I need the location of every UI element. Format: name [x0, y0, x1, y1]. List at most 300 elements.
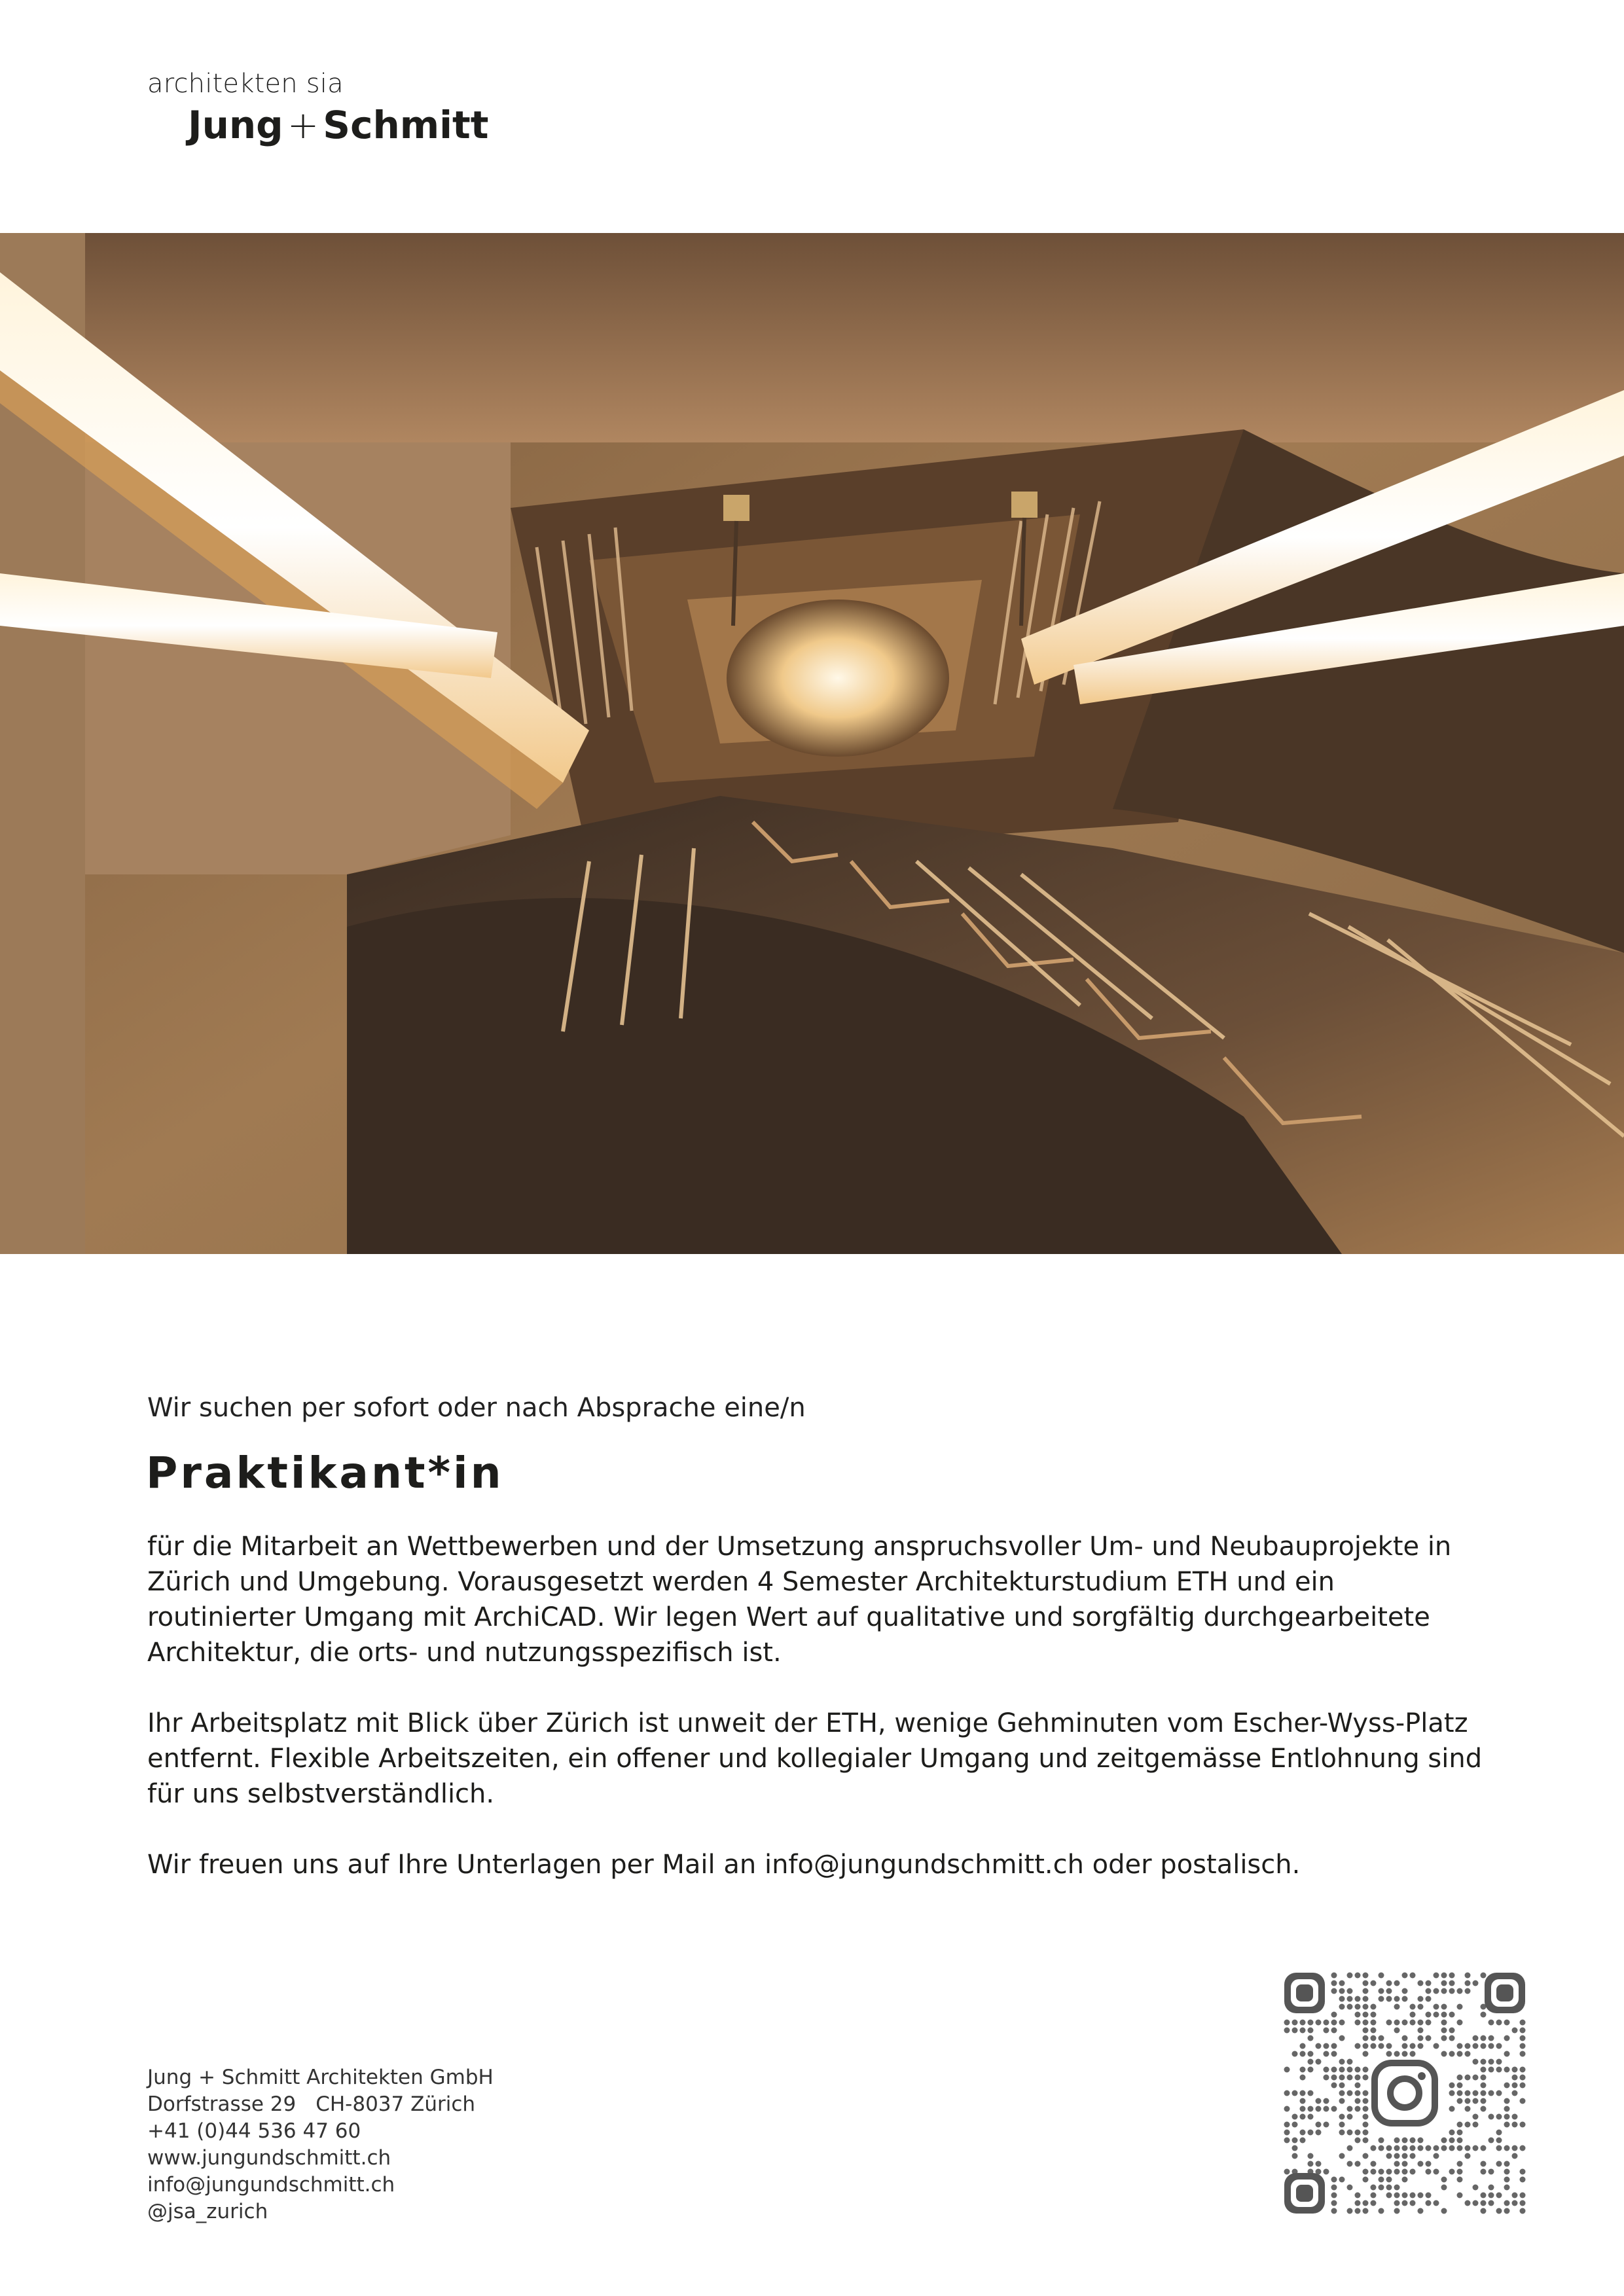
instagram-qr-code[interactable]: [1283, 1971, 1526, 2215]
qr-module: [1308, 2051, 1314, 2057]
qr-module: [1520, 2208, 1526, 2214]
qr-module: [1363, 2114, 1369, 2120]
qr-module: [1339, 2177, 1345, 2183]
qr-module: [1402, 2145, 1408, 2151]
qr-module: [1363, 2208, 1369, 2214]
qr-module: [1504, 2200, 1510, 2206]
qr-module: [1520, 2177, 1526, 2183]
qr-module: [1418, 2020, 1424, 2026]
qr-module: [1496, 2161, 1502, 2167]
lamp-bracket: [1011, 492, 1038, 518]
qr-module: [1308, 2067, 1314, 2073]
qr-module: [1339, 1996, 1345, 2002]
qr-module: [1441, 2138, 1447, 2144]
qr-module: [1426, 1988, 1432, 1994]
qr-module: [1449, 2145, 1455, 2151]
qr-module: [1347, 2106, 1353, 2112]
description-paragraph-2: Ihr Arbeitsplatz mit Blick über Zürich ist unweit der ETH, wenige Gehminuten vom Escher-Wyss-Platz entfernt. Flexible Arbeitszeiten, ein offener und kollegialer Umgang und zeitgemässe Entlohnung sind für uns selbstverständlich.: [147, 1708, 1483, 1809]
qr-module: [1394, 2161, 1400, 2167]
qr-module: [1284, 2090, 1290, 2096]
qr-module: [1418, 2028, 1424, 2034]
qr-module: [1331, 2020, 1337, 2026]
qr-module: [1512, 2075, 1518, 2081]
qr-module: [1347, 2075, 1353, 2081]
qr-module: [1379, 1973, 1384, 1979]
qr-module: [1308, 2090, 1314, 2096]
qr-module: [1426, 2200, 1432, 2206]
instagram-icon: [1369, 2058, 1440, 2128]
qr-module: [1481, 2090, 1487, 2096]
qr-module: [1386, 1996, 1392, 2002]
qr-module: [1481, 2083, 1487, 2089]
qr-module: [1410, 2004, 1416, 2010]
qr-module: [1520, 2028, 1526, 2034]
qr-module: [1449, 2051, 1455, 2057]
qr-module: [1355, 2098, 1361, 2104]
qr-module: [1504, 2036, 1510, 2041]
email-link[interactable]: info@jungundschmitt.ch: [147, 2173, 395, 2197]
qr-module: [1512, 2193, 1518, 2198]
qr-module: [1331, 2028, 1337, 2034]
street: Dorfstrasse 29: [147, 2092, 297, 2116]
qr-module: [1331, 1988, 1337, 1994]
qr-module: [1457, 2193, 1463, 2198]
qr-module: [1300, 2106, 1306, 2112]
qr-module: [1386, 1981, 1392, 1986]
qr-module: [1284, 2028, 1290, 2034]
qr-module: [1347, 2130, 1353, 2136]
ceiling-slab: [85, 233, 1624, 442]
qr-module: [1426, 2169, 1432, 2175]
qr-module: [1394, 2028, 1400, 2034]
qr-module: [1410, 2169, 1416, 2175]
qr-module: [1418, 2145, 1424, 2151]
qr-module: [1292, 2020, 1298, 2026]
qr-module: [1496, 2114, 1502, 2120]
qr-module: [1394, 2185, 1400, 2191]
qr-module: [1465, 2098, 1471, 2104]
qr-module: [1441, 1981, 1447, 1986]
qr-module: [1449, 2036, 1455, 2041]
qr-module: [1339, 2122, 1345, 2128]
qr-module: [1347, 1996, 1353, 2002]
qr-module: [1292, 2028, 1298, 2034]
qr-module: [1410, 2020, 1416, 2026]
qr-module: [1284, 2122, 1290, 2128]
qr-module: [1371, 2004, 1377, 2010]
qr-module: [1300, 2075, 1306, 2081]
qr-module: [1496, 2020, 1502, 2026]
qr-module: [1284, 2130, 1290, 2136]
qr-module: [1379, 2169, 1384, 2175]
qr-module: [1426, 2161, 1432, 2167]
qr-module: [1363, 2098, 1369, 2104]
qr-module: [1371, 2161, 1377, 2167]
qr-module: [1394, 2193, 1400, 2198]
qr-module: [1300, 2130, 1306, 2136]
ad-intro: Wir suchen per sofort oder nach Absprache eine/n: [147, 1393, 806, 1423]
qr-module: [1489, 2185, 1494, 2191]
qr-module: [1284, 2020, 1290, 2026]
qr-module: [1481, 2200, 1487, 2206]
qr-module: [1371, 2145, 1377, 2151]
qr-module: [1379, 2177, 1384, 2183]
qr-module: [1481, 2161, 1487, 2167]
qr-module: [1363, 2036, 1369, 2041]
qr-module: [1496, 2043, 1502, 2049]
qr-module: [1520, 2043, 1526, 2049]
qr-module: [1300, 2098, 1306, 2104]
qr-module: [1394, 2153, 1400, 2159]
qr-module: [1465, 2051, 1471, 2057]
qr-module: [1473, 2114, 1479, 2120]
qr-module: [1457, 1988, 1463, 1994]
qr-module: [1496, 2193, 1502, 2198]
qr-module: [1473, 1981, 1479, 1986]
qr-module: [1363, 2090, 1369, 2096]
qr-module: [1292, 2122, 1298, 2128]
qr-module: [1308, 2153, 1314, 2159]
qr-module: [1496, 2208, 1502, 2214]
qr-module: [1504, 2051, 1510, 2057]
qr-module: [1339, 2075, 1345, 2081]
qr-module: [1394, 2138, 1400, 2144]
qr-module: [1363, 2051, 1369, 2057]
qr-module: [1426, 1996, 1432, 2002]
qr-module: [1418, 2036, 1424, 2041]
qr-module: [1339, 2004, 1345, 2010]
qr-module: [1418, 2043, 1424, 2049]
qr-module: [1504, 2083, 1510, 2089]
qr-module: [1434, 1988, 1439, 1994]
qr-module: [1355, 2106, 1361, 2112]
qr-module: [1441, 1988, 1447, 1994]
qr-module: [1465, 2043, 1471, 2049]
qr-module: [1394, 2145, 1400, 2151]
qr-module: [1512, 2067, 1518, 2073]
qr-module: [1481, 2193, 1487, 2198]
qr-module: [1308, 2106, 1314, 2112]
logo-name-left: Jung: [188, 103, 283, 147]
qr-module: [1331, 2177, 1337, 2183]
staircase-illustration: [0, 233, 1624, 1254]
qr-module: [1339, 1981, 1345, 1986]
qr-module: [1324, 2028, 1329, 2034]
qr-module: [1402, 2193, 1408, 2198]
qr-module: [1449, 2028, 1455, 2034]
qr-module: [1355, 2138, 1361, 2144]
qr-module: [1418, 2193, 1424, 2198]
phone: +41 (0)44 536 47 60: [147, 2119, 361, 2143]
qr-module: [1324, 2122, 1329, 2128]
qr-module: [1465, 2122, 1471, 2128]
qr-module: [1426, 2145, 1432, 2151]
qr-module: [1457, 2075, 1463, 2081]
qr-module: [1481, 1973, 1487, 1979]
qr-module: [1316, 2020, 1322, 2026]
qr-module: [1496, 2138, 1502, 2144]
qr-module: [1331, 2193, 1337, 2198]
qr-module: [1331, 2083, 1337, 2089]
qr-module: [1284, 2138, 1290, 2144]
qr-module: [1457, 2138, 1463, 2144]
qr-module: [1355, 2193, 1361, 2198]
qr-module: [1481, 2075, 1487, 2081]
qr-module: [1473, 2185, 1479, 2191]
qr-module: [1410, 2043, 1416, 2049]
qr-module: [1363, 2169, 1369, 2175]
qr-module: [1473, 2145, 1479, 2151]
qr-module: [1308, 2020, 1314, 2026]
qr-module: [1402, 1996, 1408, 2002]
qr-module: [1520, 2098, 1526, 2104]
qr-module: [1371, 2012, 1377, 2018]
qr-module: [1489, 2193, 1494, 2198]
qr-module: [1496, 2059, 1502, 2065]
qr-module: [1441, 2145, 1447, 2151]
instagram-handle[interactable]: @jsa_zurich: [147, 2200, 268, 2223]
qr-module: [1457, 2130, 1463, 2136]
qr-module: [1418, 1981, 1424, 1986]
qr-module: [1426, 2012, 1432, 2018]
qr-module: [1363, 2177, 1369, 2183]
qr-module: [1402, 2043, 1408, 2049]
qr-module: [1457, 2122, 1463, 2128]
qr-module: [1512, 2122, 1518, 2128]
qr-module: [1520, 2020, 1526, 2026]
qr-module: [1331, 1973, 1337, 1979]
qr-module: [1371, 2193, 1377, 2198]
qr-module: [1426, 2193, 1432, 2198]
qr-module: [1473, 2122, 1479, 2128]
qr-module: [1292, 2138, 1298, 2144]
qr-module: [1402, 2177, 1408, 2183]
qr-module: [1402, 2051, 1408, 2057]
qr-module: [1331, 2012, 1337, 2018]
qr-module: [1441, 2185, 1447, 2191]
qr-module: [1512, 2145, 1518, 2151]
qr-module: [1520, 2075, 1526, 2081]
qr-module: [1339, 2059, 1345, 2065]
qr-module: [1489, 2020, 1494, 2026]
qr-module: [1292, 2153, 1298, 2159]
qr-module: [1371, 2200, 1377, 2206]
qr-module: [1284, 2067, 1290, 2073]
qr-module: [1292, 2090, 1298, 2096]
qr-module: [1512, 2090, 1518, 2096]
qr-module: [1371, 2036, 1377, 2041]
qr-module: [1347, 2208, 1353, 2214]
qr-module: [1449, 1973, 1455, 1979]
qr-module: [1331, 2200, 1337, 2206]
qr-module: [1355, 1973, 1361, 1979]
qr-module: [1496, 2067, 1502, 2073]
qr-module: [1355, 2012, 1361, 2018]
qr-module: [1465, 2075, 1471, 2081]
qr-module: [1441, 2177, 1447, 2183]
qr-module: [1520, 2122, 1526, 2128]
qr-module: [1489, 2114, 1494, 2120]
qr-module: [1363, 1973, 1369, 1979]
qr-module: [1339, 2114, 1345, 2120]
qr-module: [1457, 2098, 1463, 2104]
qr-module: [1347, 2090, 1353, 2096]
qr-module: [1504, 2161, 1510, 2167]
qr-module: [1489, 2067, 1494, 2073]
qr-module: [1457, 2004, 1463, 2010]
qr-module: [1418, 2004, 1424, 2010]
qr-module: [1441, 2208, 1447, 2214]
qr-module: [1308, 2028, 1314, 2034]
qr-module: [1379, 1988, 1384, 1994]
qr-module: [1394, 1996, 1400, 2002]
qr-module: [1457, 2161, 1463, 2167]
qr-module: [1481, 2043, 1487, 2049]
qr-module: [1292, 2114, 1298, 2120]
qr-module: [1284, 2169, 1290, 2175]
qr-module: [1504, 2169, 1510, 2175]
qr-module: [1371, 2028, 1377, 2034]
qr-module: [1402, 2161, 1408, 2167]
qr-module: [1347, 2185, 1353, 2191]
qr-module: [1355, 1996, 1361, 2002]
qr-module: [1473, 2200, 1479, 2206]
qr-module: [1465, 1973, 1471, 1979]
qr-module: [1284, 2106, 1290, 2112]
lamp-bracket: [723, 495, 749, 521]
qr-module: [1402, 2138, 1408, 2144]
qr-module: [1324, 2067, 1329, 2073]
qr-module: [1441, 2028, 1447, 2034]
qr-module: [1363, 2067, 1369, 2073]
qr-module: [1449, 2130, 1455, 2136]
qr-module: [1316, 2130, 1322, 2136]
qr-module: [1339, 2098, 1345, 2104]
qr-finder-bottom-left: [1284, 2173, 1325, 2214]
qr-module: [1339, 2083, 1345, 2089]
qr-module: [1457, 2090, 1463, 2096]
qr-module: [1355, 2083, 1361, 2089]
qr-module: [1363, 2020, 1369, 2026]
qr-module: [1394, 2208, 1400, 2214]
job-title: Praktikant*in: [146, 1448, 504, 1498]
qr-module: [1418, 2138, 1424, 2144]
qr-module: [1316, 2106, 1322, 2112]
qr-module: [1441, 1973, 1447, 1979]
website-link[interactable]: www.jungundschmitt.ch: [147, 2146, 391, 2170]
qr-module: [1426, 2036, 1432, 2041]
qr-module: [1520, 2051, 1526, 2057]
qr-module: [1379, 1996, 1384, 2002]
qr-module: [1331, 1981, 1337, 1986]
qr-module: [1355, 2208, 1361, 2214]
qr-module: [1379, 2185, 1384, 2191]
qr-module: [1489, 2036, 1494, 2041]
qr-module: [1489, 2138, 1494, 2144]
qr-module: [1512, 2153, 1518, 2159]
qr-module: [1465, 2153, 1471, 2159]
qr-module: [1363, 1996, 1369, 2002]
qr-module: [1449, 2169, 1455, 2175]
qr-module: [1355, 2043, 1361, 2049]
qr-module: [1339, 2020, 1345, 2026]
qr-module: [1504, 2098, 1510, 2104]
logo-name-right: Schmitt: [323, 103, 489, 147]
qr-module: [1496, 2145, 1502, 2151]
qr-module: [1316, 2122, 1322, 2128]
qr-module: [1316, 2043, 1322, 2049]
qr-module: [1355, 2020, 1361, 2026]
qr-module: [1300, 2051, 1306, 2057]
qr-module: [1434, 2145, 1439, 2151]
qr-module: [1520, 2067, 1526, 2073]
qr-module: [1434, 2012, 1439, 2018]
qr-module: [1481, 2106, 1487, 2112]
qr-module: [1308, 2161, 1314, 2167]
qr-module: [1355, 2004, 1361, 2010]
qr-module: [1402, 1973, 1408, 1979]
qr-module: [1504, 2020, 1510, 2026]
qr-module: [1489, 2200, 1494, 2206]
qr-module: [1363, 2004, 1369, 2010]
qr-module: [1379, 2043, 1384, 2049]
qr-module: [1465, 2106, 1471, 2112]
qr-module: [1426, 2020, 1432, 2026]
qr-module: [1324, 2169, 1329, 2175]
contact-footer: [147, 2064, 494, 2225]
qr-module: [1331, 2208, 1337, 2214]
qr-module: [1386, 2169, 1392, 2175]
qr-module: [1457, 2043, 1463, 2049]
qr-module: [1434, 2153, 1439, 2159]
qr-module: [1331, 2067, 1337, 2073]
qr-module: [1339, 2090, 1345, 2096]
qr-module: [1473, 2075, 1479, 2081]
qr-module: [1449, 2138, 1455, 2144]
qr-module: [1386, 1988, 1392, 1994]
qr-module: [1379, 2036, 1384, 2041]
qr-module: [1434, 2043, 1439, 2049]
qr-module: [1481, 2012, 1487, 2018]
qr-module: [1457, 2145, 1463, 2151]
qr-module: [1457, 2083, 1463, 2089]
qr-module: [1324, 2051, 1329, 2057]
staircase-photo: [0, 233, 1624, 1254]
qr-module: [1449, 2106, 1455, 2112]
address-line: [147, 2091, 494, 2118]
qr-module: [1324, 2098, 1329, 2104]
qr-module: [1473, 2098, 1479, 2104]
qr-module: [1379, 2145, 1384, 2151]
qr-module: [1363, 2012, 1369, 2018]
qr-module: [1481, 2098, 1487, 2104]
qr-module: [1504, 2145, 1510, 2151]
qr-module: [1465, 2200, 1471, 2206]
qr-module: [1465, 2090, 1471, 2096]
qr-module: [1300, 2138, 1306, 2144]
qr-module: [1371, 2043, 1377, 2049]
qr-module: [1363, 2075, 1369, 2081]
qr-module: [1371, 2169, 1377, 2175]
qr-module: [1347, 2004, 1353, 2010]
logo-subtitle: architekten sia: [147, 69, 344, 99]
qr-module: [1363, 2122, 1369, 2128]
qr-module: [1363, 2043, 1369, 2049]
qr-module: [1520, 2145, 1526, 2151]
qr-module: [1481, 2067, 1487, 2073]
qr-module: [1410, 2193, 1416, 2198]
qr-module: [1441, 2051, 1447, 2057]
